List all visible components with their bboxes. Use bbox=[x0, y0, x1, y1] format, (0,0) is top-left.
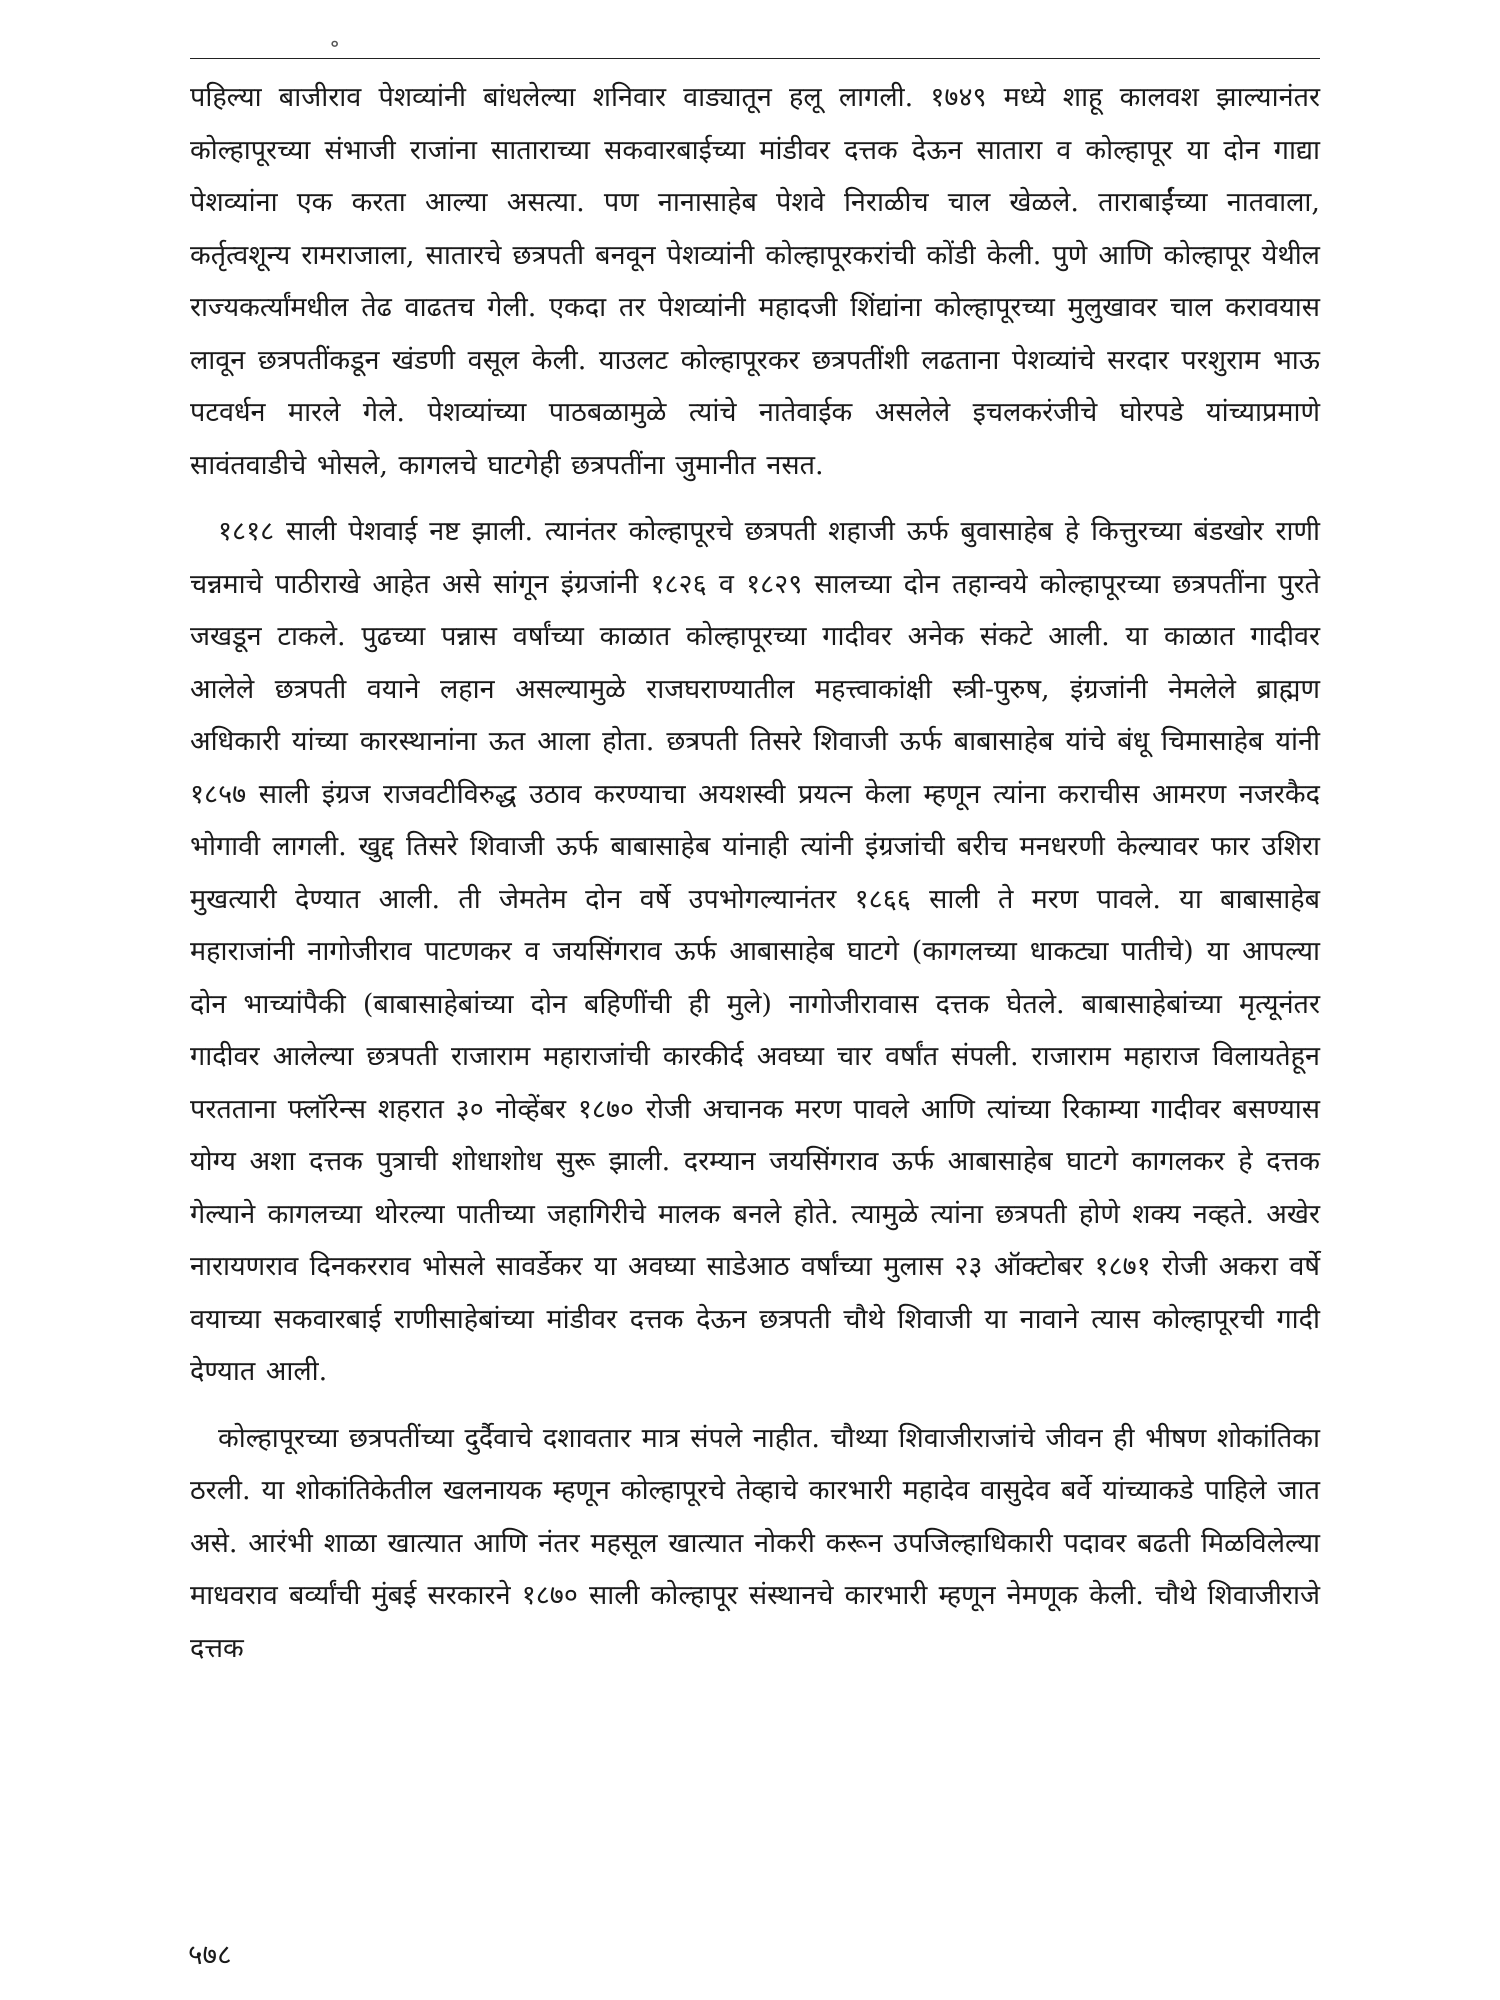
page-body bbox=[190, 72, 1320, 1689]
paragraph-2: १८१८ साली पेशवाई नष्ट झाली. त्यानंतर कोल्हापूरचे छत्रपती शहाजी ऊर्फ बुवासाहेब हे कित्तुरच्या बंडखोर राणी चन्नमाचे पाठीराखे आहेत असे सांगून इंग्रजांनी १८२६ व १८२९ सालच्या दोन तहान्वये कोल्हापूरच्या छत्रपतींना पुरते जखडून टाकले. पुढच्या पन्नास वर्षांच्या काळात कोल्हापूरच्या गादीवर अनेक संकटे आली. या काळात गादीवर आलेले छत्रपती वयाने लहान असल्यामुळे राजघराण्यातील महत्त्वाकांक्षी स्त्री-पुरुष, इंग्रजांनी नेमलेले ब्राह्मण अधिकारी यांच्या कारस्थानांना ऊत आला होता. छत्रपती तिसरे शिवाजी ऊर्फ बाबासाहेब यांचे बंधू चिमासाहेब यांनी १८५७ साली इंग्रज राजवटीविरुद्ध उठाव करण्याचा अयशस्वी प्रयत्न केला म्हणून त्यांना कराचीस आमरण नजरकैद भोगावी लागली. खुद्द तिसरे शिवाजी ऊर्फ बाबासाहेब यांनाही त्यांनी इंग्रजांची बरीच मनधरणी केल्यावर फार उशिरा मुखत्यारी देण्यात आली. ती जेमतेम दोन वर्षे उपभोगल्यानंतर १८६६ साली ते मरण पावले. या बाबासाहेब महाराजांनी नागोजीराव पाटणकर व जयसिंगराव ऊर्फ आबासाहेब घाटगे (कागलच्या धाकट्या पातीचे) या आपल्या दोन भाच्यांपैकी (बाबासाहेबांच्या दोन बहिणींची ही मुले) नागोजीरावास दत्तक घेतले. बाबासाहेबांच्या मृत्यूनंतर गादीवर आलेल्या छत्रपती राजाराम महाराजांची कारकीर्द अवघ्या चार वर्षांत संपली. राजाराम महाराज विलायतेहून परतताना फ्लॉरेन्स शहरात ३० नोव्हेंबर १८७० रोजी अचानक मरण पावले आणि त्यांच्या रिकाम्या गादीवर बसण्यास योग्य अशा दत्तक पुत्राची शोधाशोध सुरू झाली. दरम्यान जयसिंगराव ऊर्फ आबासाहेब घाटगे कागलकर हे दत्तक गेल्याने कागलच्या थोरल्या पातीच्या जहागिरीचे मालक बनले होते. त्यामुळे त्यांना छत्रपती होणे शक्य नव्हते. अखेर नारायणराव दिनकरराव भोसले सावर्डेकर या अवघ्या साडेआठ वर्षांच्या मुलास २३ ऑक्टोबर १८७१ रोजी अकरा वर्षे वयाच्या सकवारबाई राणीसाहेबांच्या मांडीवर दत्तक देऊन छत्रपती चौथे शिवाजी या नावाने त्यास कोल्हापूरची गादी देण्यात आली. bbox=[190, 516, 1320, 1387]
page-number: ५७८ bbox=[188, 1938, 232, 1971]
paragraph-3: कोल्हापूरच्या छत्रपतींच्या दुर्दैवाचे दशावतार मात्र संपले नाहीत. चौथ्या शिवाजीराजांचे जीवन ही भीषण शोकांतिका ठरली. या शोकांतिकेतील खलनायक म्हणून कोल्हापूरचे तेव्हाचे कारभारी महादेव वासुदेव बर्वे यांच्याकडे पाहिले जात असे. आरंभी शाळा खात्यात आणि नंतर महसूल खात्यात नोकरी करून उपजिल्हाधिकारी पदावर बढती मिळविलेल्या माधवराव बर्व्यांची मुंबई सरकारने १८७० साली कोल्हापूर संस्थानचे कारभारी म्हणून नेमणूक केली. चौथे शिवाजीराजे दत्तक bbox=[190, 1422, 1320, 1664]
paragraph-1: पहिल्या बाजीराव पेशव्यांनी बांधलेल्या शनिवार वाड्यातून हलू लागली. १७४९ मध्ये शाहू कालवश झाल्यानंतर कोल्हापूरच्या संभाजी राजांना साताराच्या सकवारबाईच्या मांडीवर दत्तक देऊन सातारा व कोल्हापूर या दोन गाद्या पेशव्यांना एक करता आल्या असत्या. पण नानासाहेब पेशवे निराळीच चाल खेळले. ताराबाईंच्या नातवाला, कर्तृत्वशून्य रामराजाला, सातारचे छत्रपती बनवून पेशव्यांनी कोल्हापूरकरांची कोंडी केली. पुणे आणि कोल्हापूर येथील राज्यकर्त्यांमधील तेढ वाढतच गेली. एकदा तर पेशव्यांनी महादजी शिंद्यांना कोल्हापूरच्या मुलुखावर चाल करावयास लावून छत्रपतींकडून खंडणी वसूल केली. याउलट कोल्हापूरकर छत्रपतींशी लढताना पेशव्यांचे सरदार परशुराम भाऊ पटवर्धन मारले गेले. पेशव्यांच्या पाठबळामुळे त्यांचे नातेवाईक असलेले इचलकरंजीचे घोरपडे यांच्याप्रमाणे सावंतवाडीचे भोसले, कागलचे घाटगेही छत्रपतींना जुमानीत नसत. bbox=[190, 82, 1320, 481]
header-rule bbox=[190, 58, 1320, 59]
header-mark: ॰ bbox=[330, 34, 340, 59]
